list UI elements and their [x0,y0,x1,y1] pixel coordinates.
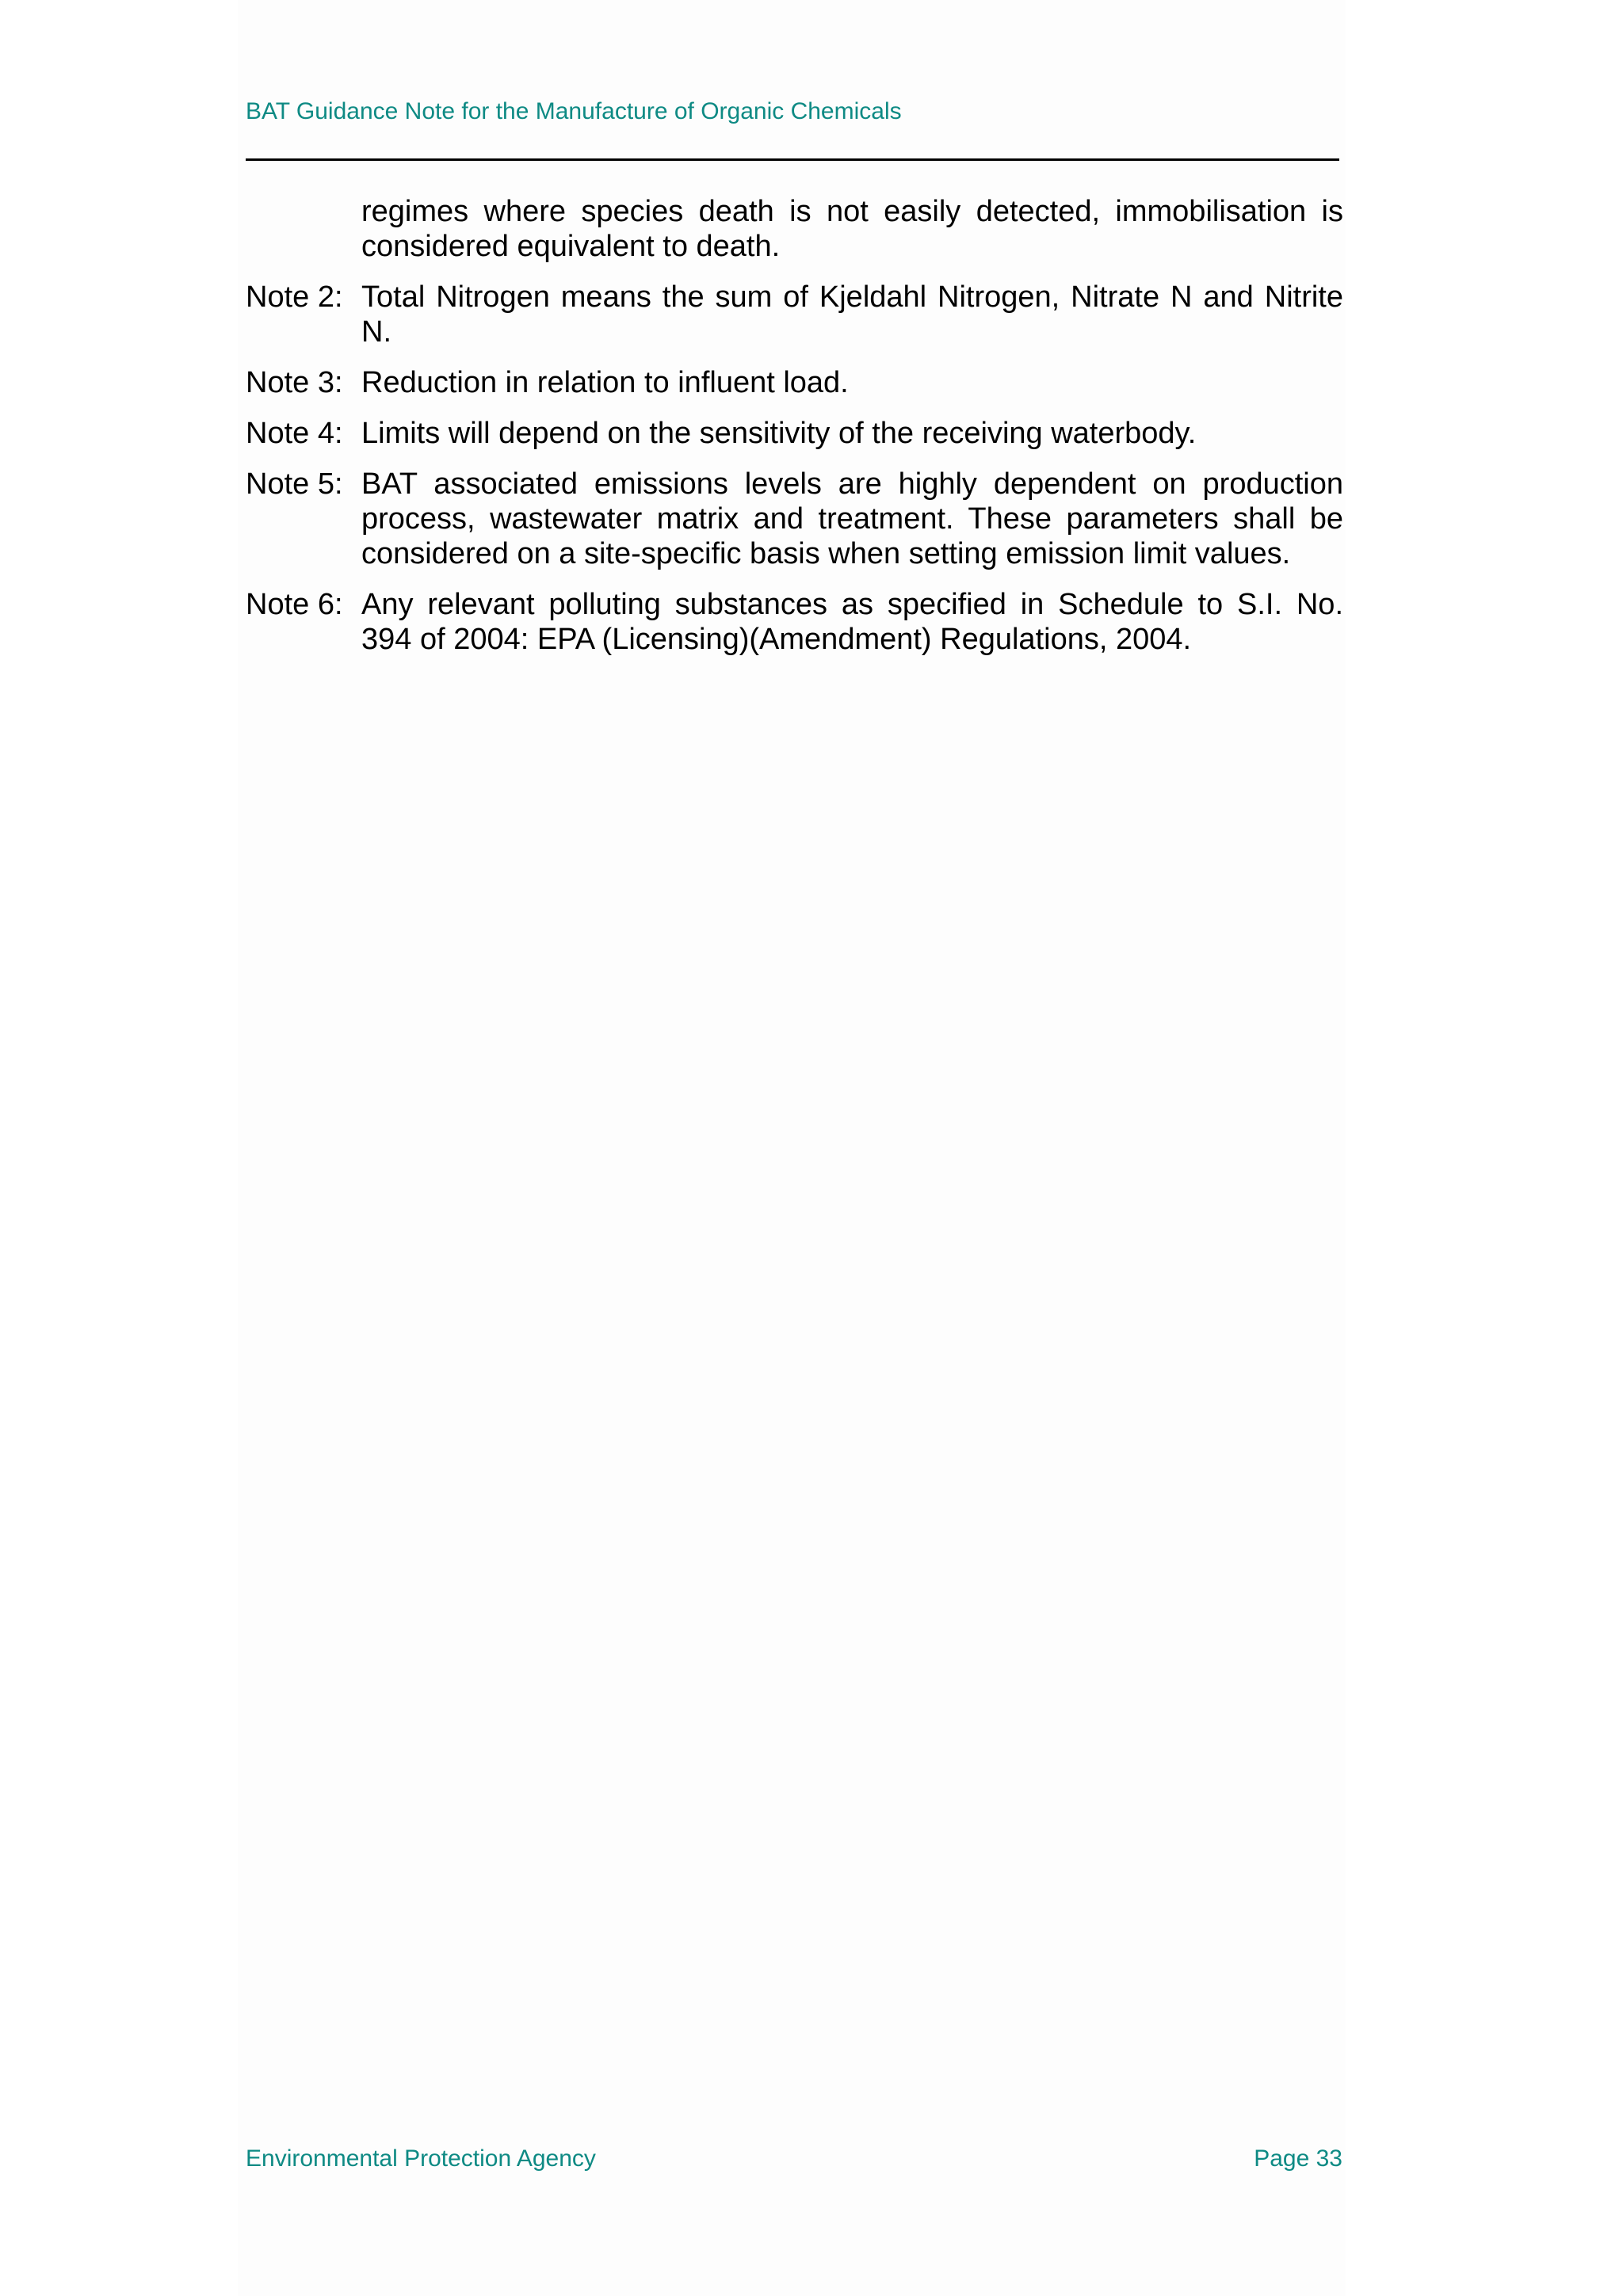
note-text: Limits will depend on the sensitivity of the receiving waterbody. [361,417,1197,450]
note-item [246,365,1343,400]
note-label: Note 2: [246,280,343,314]
note-text: Total Nitrogen means the sum of Kjeldahl Nitrogen, Nitrate N and Nitrite N. [361,280,1343,349]
notes-body [246,194,1343,673]
note-label: Note 3: [246,366,343,399]
note-item [246,280,1343,349]
continued-note-text: regimes where species death is not easily detected, immobilisation is considered equivalent to death. [361,195,1343,263]
header-divider [246,158,1339,161]
note-item [246,416,1343,451]
note-text: Reduction in relation to influent load. [361,366,849,399]
page-margin-left [0,0,238,2296]
note-item [246,467,1343,571]
running-header-title: BAT Guidance Note for the Manufacture of Organic Chemicals [246,98,902,124]
note-text: BAT associated emissions levels are highly dependent on production process, wastewater matrix and treatment. These parameters shall be considered on a site-specific basis when setting emission limit values. [361,467,1343,570]
note-label: Note 6: [246,588,343,621]
note-text: Any relevant polluting substances as specified in Schedule to S.I. No. 394 of 2004: EPA (Licensing)(Amendment) Regulations, 2004. [361,588,1343,656]
note-label: Note 4: [246,417,343,450]
footer-organization: Environmental Protection Agency [246,2145,596,2172]
note-label: Note 5: [246,467,343,501]
page-number: Page 33 [1254,2145,1342,2172]
note-item [246,587,1343,657]
page-margin-right [1346,0,1623,2296]
